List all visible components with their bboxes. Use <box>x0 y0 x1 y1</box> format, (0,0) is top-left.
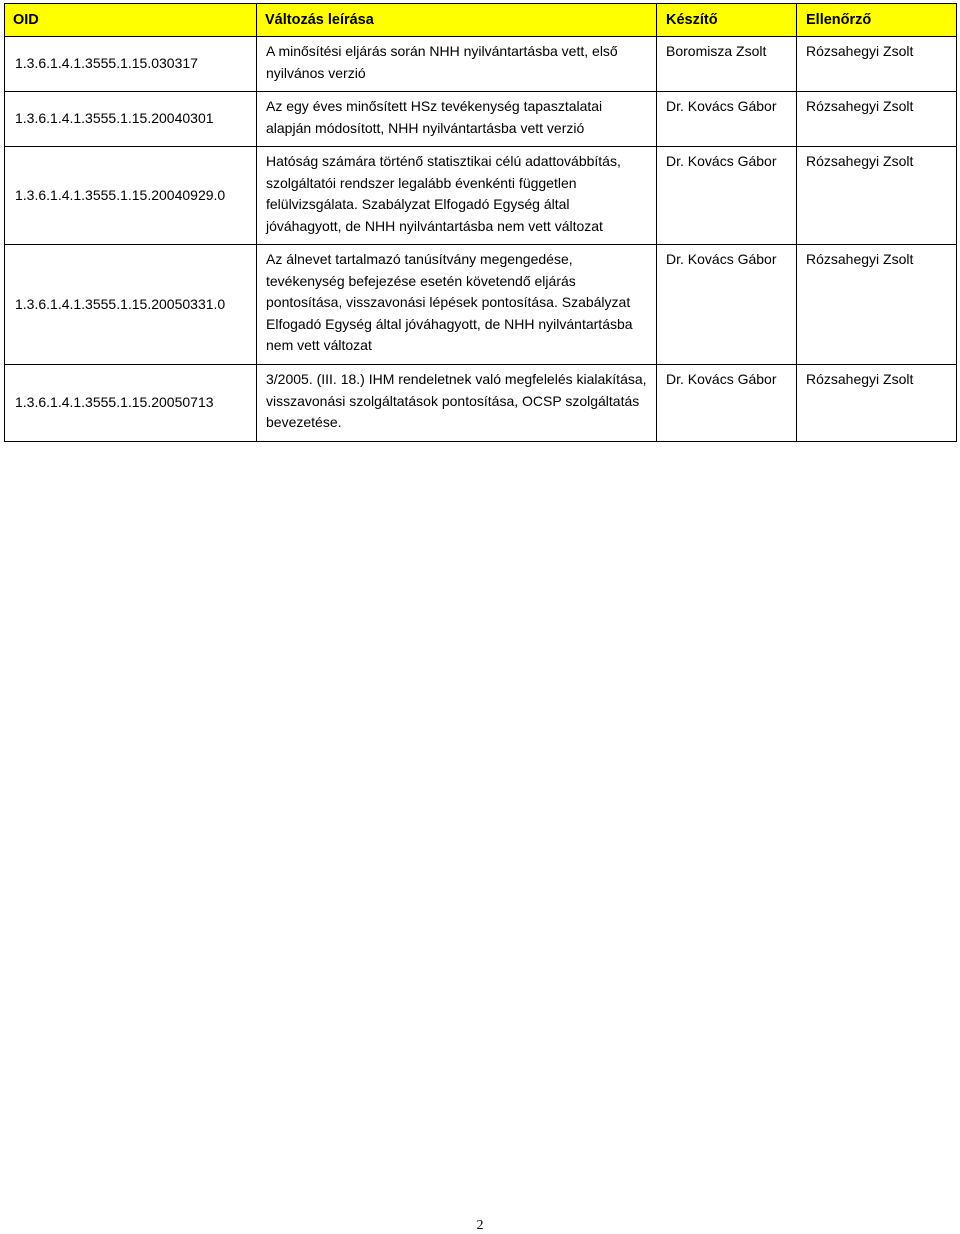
description-cell: Hatóság számára történő statisztikai célú adattovábbítás, szolgáltatói rendszer legalább évenkénti független felülvizsgálata. Szabályzat Elfogadó Egység által jóváhagyott, de NHH nyilvántartásba nem vett változat <box>257 147 657 245</box>
header-author: Készítő <box>657 4 797 37</box>
table-row <box>5 37 957 92</box>
description-cell: Az egy éves minősített HSz tevékenység tapasztalatai alapján módosított, NHH nyilvántartásba vett verzió <box>257 92 657 147</box>
checker-cell: Rózsahegyi Zsolt <box>797 147 957 245</box>
table-row <box>5 365 957 442</box>
author-cell: Dr. Kovács Gábor <box>657 92 797 147</box>
oid-cell: 1.3.6.1.4.1.3555.1.15.20040929.0 <box>5 147 257 245</box>
description-cell: 3/2005. (III. 18.) IHM rendeletnek való megfelelés kialakítása, visszavonási szolgáltatások pontosítása, OCSP szolgáltatás bevezetése. <box>257 365 657 442</box>
header-description: Változás leírása <box>257 4 657 37</box>
checker-cell: Rózsahegyi Zsolt <box>797 245 957 365</box>
author-cell: Dr. Kovács Gábor <box>657 147 797 245</box>
oid-cell: 1.3.6.1.4.1.3555.1.15.20050331.0 <box>5 245 257 365</box>
change-history-table <box>4 3 957 442</box>
table-row <box>5 245 957 365</box>
header-checker: Ellenőrző <box>797 4 957 37</box>
checker-cell: Rózsahegyi Zsolt <box>797 37 957 92</box>
checker-cell: Rózsahegyi Zsolt <box>797 365 957 442</box>
header-oid: OID <box>5 4 257 37</box>
description-cell: A minősítési eljárás során NHH nyilvántartásba vett, első nyilvános verzió <box>257 37 657 92</box>
table-row <box>5 92 957 147</box>
oid-cell: 1.3.6.1.4.1.3555.1.15.20050713 <box>5 365 257 442</box>
author-cell: Dr. Kovács Gábor <box>657 245 797 365</box>
page-number: 2 <box>476 1218 484 1233</box>
description-cell: Az álnevet tartalmazó tanúsítvány megengedése, tevékenység befejezése esetén követendő eljárás pontosítása, visszavonási lépések pontosítása. Szabályzat Elfogadó Egység által jóváhagyott, de NHH nyilvántartásba nem vett változat <box>257 245 657 365</box>
author-cell: Boromisza Zsolt <box>657 37 797 92</box>
table-row <box>5 147 957 245</box>
oid-cell: 1.3.6.1.4.1.3555.1.15.20040301 <box>5 92 257 147</box>
oid-cell: 1.3.6.1.4.1.3555.1.15.030317 <box>5 37 257 92</box>
table-header-row <box>5 4 957 37</box>
checker-cell: Rózsahegyi Zsolt <box>797 92 957 147</box>
author-cell: Dr. Kovács Gábor <box>657 365 797 442</box>
